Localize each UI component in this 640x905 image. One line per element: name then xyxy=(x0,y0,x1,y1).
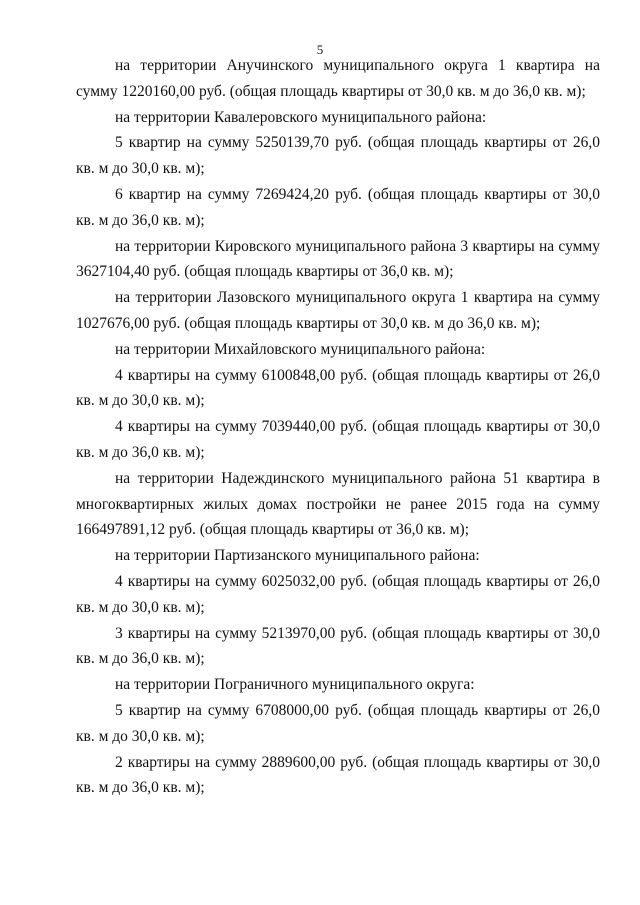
paragraph: на территории Надеждинского муниципального района 51 квартира в многоквартирных жилых домах постройки не ранее 2015 года на сумму 166497891,12 руб. (общая площадь квартиры от 36,0 кв. м); xyxy=(76,469,600,539)
paragraph: 6 квартир на сумму 7269424,20 руб. (общая площадь квартиры от 30,0 кв. м до 36,0 кв. м); xyxy=(76,185,600,229)
paragraph: 3 квартиры на сумму 5213970,00 руб. (общая площадь квартиры от 30,0 кв. м до 36,0 кв. м); xyxy=(76,624,600,668)
paragraph: на территории Кировского муниципального района 3 квартиры на сумму 3627104,40 руб. (общая площадь квартиры от 36,0 кв. м); xyxy=(76,237,600,281)
paragraph: 5 квартир на сумму 6708000,00 руб. (общая площадь квартиры от 26,0 кв. м до 30,0 кв. м); xyxy=(76,701,600,745)
paragraph: на территории Анучинского муниципального округа 1 квартира на сумму 1220160,00 руб. (общая площадь квартиры от 30,0 кв. м до 36,0 кв. м); xyxy=(76,57,600,100)
paragraph: 4 квартиры на сумму 6025032,00 руб. (общая площадь квартиры от 26,0 кв. м до 30,0 кв. м); xyxy=(76,572,600,616)
paragraph: 4 квартиры на сумму 6100848,00 руб. (общая площадь квартиры от 26,0 кв. м до 30,0 кв. м); xyxy=(76,366,600,410)
document-body xyxy=(76,53,600,801)
paragraph: на территории Михайловского муниципального района: xyxy=(115,340,486,358)
paragraph: 4 квартиры на сумму 7039440,00 руб. (общая площадь квартиры от 30,0 кв. м до 36,0 кв. м); xyxy=(76,418,600,461)
paragraph: на территории Кавалеровского муниципального района: xyxy=(115,108,487,126)
paragraph: на территории Лазовского муниципального округа 1 квартира на сумму 1027676,00 руб. (общая площадь квартиры от 30,0 кв. м до 36,0 кв. м); xyxy=(76,289,600,332)
page-number: 5 xyxy=(316,42,324,57)
paragraph: 5 квартир на сумму 5250139,70 руб. (общая площадь квартиры от 26,0 кв. м до 30,0 кв. м); xyxy=(76,134,600,178)
paragraph: на территории Пограничного муниципального округа: xyxy=(115,676,475,694)
paragraph: 2 квартиры на сумму 2889600,00 руб. (общая площадь квартиры от 30,0 кв. м до 36,0 кв. м); xyxy=(76,753,600,797)
paragraph: на территории Партизанского муниципального района: xyxy=(115,547,480,565)
